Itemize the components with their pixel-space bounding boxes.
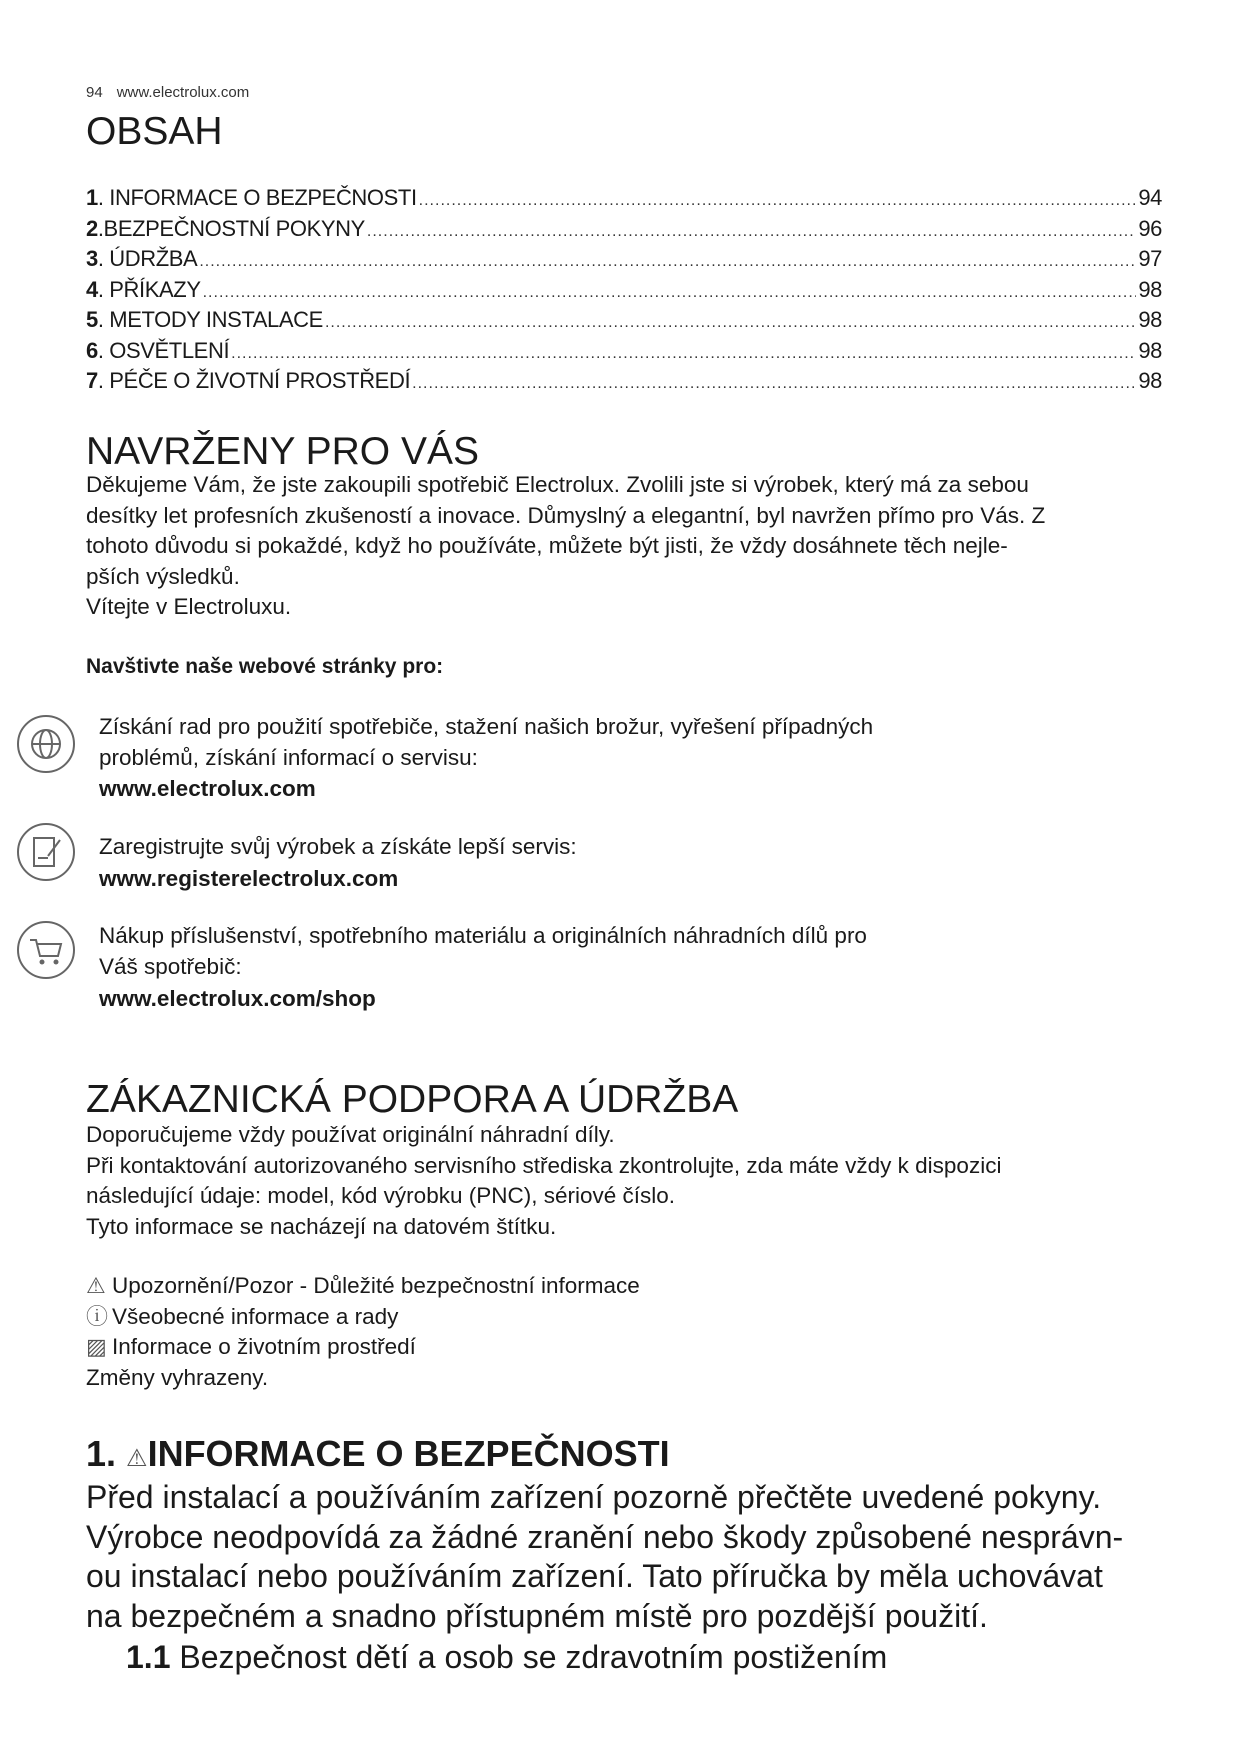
legend-item — [86, 1271, 640, 1302]
link-electrolux[interactable]: www.electrolux.com — [99, 776, 316, 801]
text-line: Tyto informace se nacházejí na datovém štítku. — [86, 1213, 557, 1239]
support-text — [86, 1120, 1001, 1242]
toc-item[interactable] — [86, 305, 1162, 336]
toc-page: 96 — [1138, 215, 1162, 241]
toc-item[interactable] — [86, 336, 1162, 367]
dot-leader — [199, 247, 1136, 278]
toc-title: OBSAH — [86, 110, 223, 153]
toc-page: 97 — [1138, 246, 1162, 271]
toc-item[interactable] — [86, 214, 1162, 245]
dot-leader — [325, 308, 1136, 339]
warning-icon: ⚠ — [86, 1273, 106, 1298]
website: www.electrolux.com — [116, 84, 250, 101]
page-header — [86, 84, 249, 102]
section-number: 1. — [86, 1433, 117, 1474]
text-line: tohoto důvodu si pokaždé, když ho používáte, můžete být jisti, že vždy dosáhnete těch nejle- — [86, 533, 1008, 558]
leaf-icon: ▨ — [86, 1334, 107, 1359]
toc-label: . ÚDRŽBA — [97, 246, 198, 271]
globe-icon — [16, 714, 76, 774]
link-register[interactable]: www.registerelectrolux.com — [99, 866, 399, 891]
toc-number: 2 — [86, 215, 98, 241]
dot-leader — [203, 278, 1137, 309]
toc-number: 4 — [86, 276, 98, 302]
text-line: problémů, získání informací o servisu: — [99, 744, 478, 770]
toc-page: 98 — [1138, 276, 1162, 302]
toc-page: 98 — [1138, 307, 1162, 332]
section-title-designed: NAVRŽENY PRO VÁS — [86, 430, 479, 473]
text-line: na bezpečném a snadno přístupném místě pro pozdější použití. — [86, 1597, 988, 1634]
legend-item — [86, 1302, 640, 1333]
subsection-number: 1.1 — [126, 1639, 171, 1675]
subsection-title: Bezpečnost dětí a osob se zdravotním postižením — [179, 1639, 888, 1675]
text-line: Výrobce neodpovídá za žádné zranění nebo škody způsobené nesprávn- — [86, 1518, 1124, 1555]
symbol-legend — [86, 1271, 640, 1393]
toc-item[interactable] — [86, 244, 1162, 275]
table-of-contents — [86, 183, 1162, 397]
section-heading-safety — [86, 1434, 670, 1479]
toc-label: . INFORMACE O BEZPEČNOSTI — [97, 185, 417, 210]
text-line: desítky let profesních zkušeností a inovace. Důmyslný a elegantní, byl navržen přímo pro Vás. Z — [86, 502, 1046, 528]
legend-text: Upozornění/Pozor - Důležité bezpečnostní informace — [112, 1273, 640, 1298]
safety-text — [86, 1478, 1123, 1636]
legend-text: Všeobecné informace a rady — [112, 1303, 399, 1329]
toc-page: 94 — [1138, 185, 1162, 210]
warning-icon: ⚠ — [126, 1445, 148, 1472]
toc-label: . PŘÍKAZY — [97, 276, 201, 302]
subsection-heading — [126, 1638, 887, 1678]
toc-item[interactable] — [86, 275, 1162, 306]
toc-number: 6 — [86, 337, 98, 363]
text-line: Před instalací a používáním zařízení pozorně přečtěte uvedené pokyny. — [86, 1479, 1102, 1515]
toc-label: .BEZPEČNOSTNÍ POKYNY — [97, 215, 365, 241]
text-line: Vítejte v Electroluxu. — [86, 594, 292, 619]
text-line: Doporučujeme vždy používat originální náhradní díly. — [86, 1122, 615, 1147]
dot-leader — [419, 186, 1137, 217]
cart-icon — [16, 920, 76, 980]
note: Změny vyhrazeny. — [86, 1364, 269, 1390]
toc-number: 3 — [86, 246, 98, 271]
section-title: INFORMACE O BEZPEČNOSTI — [147, 1433, 670, 1474]
text-line: Nákup příslušenství, spotřebního materiálu a originálních náhradních dílů pro — [99, 923, 867, 948]
info-icon: ⓘ — [86, 1303, 109, 1329]
toc-label: . PÉČE O ŽIVOTNÍ PROSTŘEDÍ — [97, 368, 411, 393]
register-icon — [16, 822, 76, 882]
page-number: 94 — [86, 84, 103, 101]
legend-text: Informace o životním prostředí — [112, 1334, 416, 1359]
block-text — [99, 712, 873, 773]
text-line: Váš spotřebič: — [99, 953, 242, 979]
toc-item[interactable] — [86, 366, 1162, 397]
text-line: Při kontaktování autorizovaného servisního střediska zkontrolujte, zda máte vždy k dispozici — [86, 1152, 1002, 1178]
text-line: pších výsledků. — [86, 563, 240, 589]
toc-number: 7 — [86, 368, 98, 393]
text-line: následující údaje: model, kód výrobku (PNC), sériové číslo. — [86, 1183, 676, 1208]
toc-number: 1 — [86, 185, 98, 210]
toc-page: 98 — [1138, 368, 1162, 393]
dot-leader — [367, 217, 1136, 248]
toc-page: 98 — [1138, 337, 1162, 363]
toc-item[interactable] — [86, 183, 1162, 214]
toc-number: 5 — [86, 307, 98, 332]
toc-label: . METODY INSTALACE — [97, 307, 323, 332]
designed-text — [86, 470, 1045, 623]
toc-label: . OSVĚTLENÍ — [97, 337, 230, 363]
visit-heading: Navštivte naše webové stránky pro: — [86, 655, 444, 678]
text-line: Získání rad pro použití spotřebiče, stažení našich brožur, vyřešení případných — [99, 714, 874, 739]
text-line: ou instalací nebo používáním zařízení. Tato příručka by měla uchovávat — [86, 1558, 1103, 1594]
dot-leader — [231, 339, 1136, 370]
text-line: Děkujeme Vám, že jste zakoupili spotřebič Electrolux. Zvolili jste si výrobek, který má za sebou — [86, 472, 1029, 497]
block-text — [99, 921, 867, 982]
section-title-support: ZÁKAZNICKÁ PODPORA A ÚDRŽBA — [86, 1078, 739, 1121]
block-text: Zaregistrujte svůj výrobek a získáte lepší servis: — [99, 834, 577, 859]
legend-item — [86, 1332, 640, 1363]
dot-leader — [412, 369, 1136, 400]
link-shop[interactable]: www.electrolux.com/shop — [99, 986, 376, 1011]
